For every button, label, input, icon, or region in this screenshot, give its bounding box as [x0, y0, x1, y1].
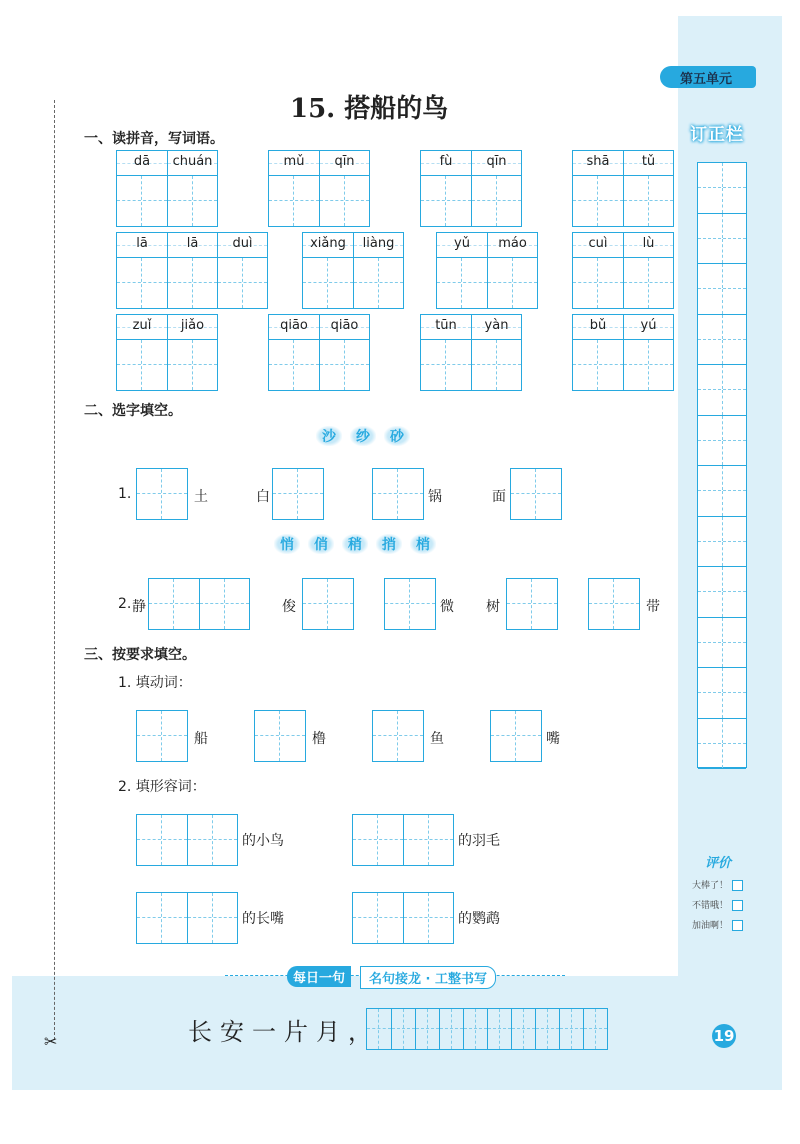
writing-cell[interactable] — [623, 340, 673, 390]
word-char: 静 — [132, 599, 146, 615]
writing-cell[interactable] — [507, 579, 557, 629]
writing-cell[interactable] — [167, 340, 217, 390]
pinyin-word-group[interactable] — [436, 232, 538, 309]
char-row[interactable] — [573, 176, 673, 226]
correction-cell[interactable] — [698, 289, 746, 314]
writing-cell[interactable] — [269, 340, 319, 390]
pinyin-cell — [573, 315, 623, 339]
writing-cell[interactable] — [573, 340, 623, 390]
question-number: 2. — [118, 596, 132, 612]
correction-cell[interactable] — [698, 744, 746, 769]
checkbox[interactable] — [732, 900, 743, 911]
answer-grid[interactable] — [254, 710, 306, 762]
writing-cell[interactable] — [373, 711, 423, 761]
correction-cell[interactable] — [698, 693, 746, 718]
correction-cell[interactable] — [698, 264, 746, 289]
writing-cell[interactable] — [511, 469, 561, 519]
writing-cell[interactable] — [117, 176, 167, 226]
phrase-suffix: 的长嘴 — [242, 911, 284, 927]
pinyin-word-group[interactable] — [268, 150, 370, 227]
pinyin-cell — [437, 233, 487, 257]
word-char: 微 — [440, 599, 454, 615]
writing-cell[interactable] — [117, 258, 167, 308]
daily-subtitle: 名句接龙 · 工整书写 — [360, 966, 496, 989]
writing-cell[interactable] — [303, 258, 353, 308]
writing-cell[interactable] — [167, 176, 217, 226]
phrase-suffix: 的鹦鹉 — [458, 911, 500, 927]
pinyin-text: cuì — [588, 236, 608, 251]
writing-cell[interactable] — [589, 579, 639, 629]
writing-cell[interactable] — [167, 258, 217, 308]
pinyin-text: lā — [186, 236, 199, 251]
option-char: 稍 — [342, 534, 368, 554]
option-char: 捎 — [376, 534, 402, 554]
pinyin-text: qīn — [334, 154, 355, 169]
char-row[interactable] — [437, 258, 537, 308]
answer-grid[interactable] — [490, 710, 542, 762]
writing-cell[interactable] — [583, 1009, 607, 1049]
unit-label: 第五单元 — [680, 72, 733, 87]
correction-cell[interactable] — [698, 163, 746, 188]
eval-item-great[interactable] — [692, 878, 743, 891]
options-row-1 — [316, 426, 418, 446]
word-char: 俊 — [282, 599, 296, 615]
pinyin-cell — [217, 233, 267, 257]
writing-cell[interactable] — [319, 340, 369, 390]
correction-cell[interactable] — [698, 719, 746, 744]
pinyin-word-group[interactable] — [572, 232, 674, 309]
pinyin-cell — [471, 151, 521, 175]
section-heading-1: 一、读拼音，写词语。 — [84, 131, 224, 147]
verse-writing-grid[interactable] — [366, 1008, 608, 1050]
pinyin-text: yàn — [484, 318, 509, 333]
correction-cell[interactable] — [698, 441, 746, 466]
correction-cell[interactable] — [698, 188, 746, 213]
pinyin-cell — [117, 233, 167, 257]
word-char: 船 — [194, 731, 208, 747]
word-char: 鱼 — [430, 731, 444, 747]
word-char: 锅 — [428, 489, 442, 505]
pinyin-cell — [573, 233, 623, 257]
option-char: 沙 — [316, 426, 342, 446]
correction-cell[interactable] — [698, 390, 746, 415]
cut-line — [54, 100, 55, 1040]
word-char: 橹 — [312, 731, 326, 747]
pinyin-cell — [319, 151, 369, 175]
char-row[interactable] — [269, 340, 369, 390]
pinyin-text: zuǐ — [132, 318, 152, 333]
writing-cell[interactable] — [403, 815, 453, 865]
answer-grid[interactable] — [148, 578, 250, 630]
pinyin-row — [573, 151, 673, 176]
writing-cell[interactable] — [217, 258, 267, 308]
word-char: 带 — [646, 599, 660, 615]
answer-grid[interactable] — [506, 578, 558, 630]
pinyin-word-group[interactable] — [302, 232, 404, 309]
writing-cell[interactable] — [421, 176, 471, 226]
writing-cell[interactable] — [353, 258, 403, 308]
pinyin-cell — [471, 315, 521, 339]
page-title: 15. 搭船的鸟 — [290, 94, 449, 124]
writing-cell[interactable] — [199, 579, 249, 629]
writing-cell[interactable] — [187, 815, 237, 865]
pinyin-cell — [167, 315, 217, 339]
correction-title: 订正栏 — [690, 125, 744, 145]
word-char: 白 — [256, 489, 270, 505]
pinyin-word-group[interactable] — [420, 150, 522, 227]
writing-cell[interactable] — [187, 893, 237, 943]
correction-cell[interactable] — [698, 567, 746, 592]
checkbox[interactable] — [732, 920, 743, 931]
writing-cell[interactable] — [415, 1009, 439, 1049]
writing-cell[interactable] — [255, 711, 305, 761]
correction-grid[interactable] — [697, 162, 747, 768]
writing-cell[interactable] — [137, 815, 187, 865]
writing-cell[interactable] — [319, 176, 369, 226]
correction-cell[interactable] — [698, 466, 746, 491]
char-row[interactable] — [269, 176, 369, 226]
writing-cell[interactable] — [137, 893, 187, 943]
writing-cell[interactable] — [137, 469, 187, 519]
eval-label: 不错哦！ — [692, 901, 729, 911]
answer-grid[interactable] — [352, 892, 454, 944]
daily-label: 每日一句 — [287, 966, 351, 987]
pinyin-text: tǔ — [641, 154, 656, 169]
section-heading-2: 二、选字填空。 — [84, 403, 182, 419]
answer-grid[interactable] — [372, 468, 424, 520]
pinyin-word-group[interactable] — [268, 314, 370, 391]
pinyin-row — [117, 151, 217, 176]
eval-item-keep-going[interactable] — [692, 918, 743, 931]
pinyin-row — [269, 151, 369, 176]
pinyin-cell — [573, 151, 623, 175]
pinyin-cell — [487, 233, 537, 257]
answer-grid[interactable] — [136, 892, 238, 944]
answer-grid[interactable] — [588, 578, 640, 630]
pinyin-cell — [269, 151, 319, 175]
unit-tab — [660, 66, 756, 88]
subheading: 1. 填动词： — [118, 675, 192, 691]
writing-cell[interactable] — [421, 340, 471, 390]
pinyin-text: liàng — [362, 236, 395, 251]
pinyin-word-group[interactable] — [116, 232, 268, 309]
phrase-suffix: 的小鸟 — [242, 833, 284, 849]
pinyin-cell — [117, 315, 167, 339]
pinyin-row — [573, 233, 673, 258]
pinyin-cell — [167, 233, 217, 257]
pinyin-text: duì — [232, 236, 253, 251]
correction-cell[interactable] — [698, 643, 746, 668]
section-heading-3: 三、按要求填空。 — [84, 647, 196, 663]
pinyin-text: qīn — [486, 154, 507, 169]
option-char: 砂 — [384, 426, 410, 446]
writing-cell[interactable] — [559, 1009, 583, 1049]
question-number: 1. — [118, 486, 132, 502]
writing-cell[interactable] — [303, 579, 353, 629]
phrase-suffix: 的羽毛 — [458, 833, 500, 849]
writing-cell[interactable] — [535, 1009, 559, 1049]
correction-cell[interactable] — [698, 315, 746, 340]
pinyin-row — [269, 315, 369, 340]
pinyin-text: chuán — [172, 154, 213, 169]
pinyin-word-group[interactable] — [420, 314, 522, 391]
answer-grid[interactable] — [272, 468, 324, 520]
pinyin-text: tūn — [435, 318, 457, 333]
pinyin-text: yǔ — [454, 236, 470, 251]
pinyin-cell — [623, 151, 673, 175]
answer-grid[interactable] — [510, 468, 562, 520]
pinyin-row — [421, 151, 521, 176]
eval-label: 加油啊！ — [692, 921, 729, 931]
writing-cell[interactable] — [487, 258, 537, 308]
pinyin-cell — [623, 315, 673, 339]
pinyin-text: máo — [498, 236, 527, 251]
writing-cell[interactable] — [391, 1009, 415, 1049]
pinyin-text: jiǎo — [180, 318, 205, 333]
correction-cell[interactable] — [698, 592, 746, 617]
writing-cell[interactable] — [117, 340, 167, 390]
correction-cell[interactable] — [698, 517, 746, 542]
pinyin-text: xiǎng — [310, 236, 346, 251]
pinyin-cell — [167, 151, 217, 175]
correction-cell[interactable] — [698, 618, 746, 643]
subheading: 2. 填形容词： — [118, 779, 206, 795]
pinyin-text: dā — [133, 154, 151, 169]
writing-cell[interactable] — [385, 579, 435, 629]
char-row[interactable] — [573, 340, 673, 390]
writing-cell[interactable] — [487, 1009, 511, 1049]
char-row[interactable] — [573, 258, 673, 308]
correction-cell[interactable] — [698, 491, 746, 516]
writing-cell[interactable] — [573, 258, 623, 308]
pinyin-text: qiāo — [330, 318, 359, 333]
writing-cell[interactable] — [353, 815, 403, 865]
pinyin-cell — [421, 315, 471, 339]
checkbox[interactable] — [732, 880, 743, 891]
correction-cell[interactable] — [698, 340, 746, 365]
pinyin-text: qiāo — [280, 318, 308, 333]
char-row[interactable] — [117, 258, 267, 308]
option-char: 悄 — [274, 534, 300, 554]
pinyin-row — [421, 315, 521, 340]
writing-cell[interactable] — [373, 469, 423, 519]
char-row[interactable] — [117, 176, 217, 226]
pinyin-cell — [421, 151, 471, 175]
correction-cell[interactable] — [698, 365, 746, 390]
writing-cell[interactable] — [149, 579, 199, 629]
writing-cell[interactable] — [273, 469, 323, 519]
answer-grid[interactable] — [136, 710, 188, 762]
word-char: 树 — [486, 599, 500, 615]
verse-text: 长安一片月， — [188, 1018, 380, 1046]
option-char: 梢 — [410, 534, 436, 554]
answer-grid[interactable] — [352, 814, 454, 866]
writing-cell[interactable] — [403, 893, 453, 943]
writing-cell[interactable] — [491, 711, 541, 761]
eval-label: 大棒了！ — [692, 881, 729, 891]
pinyin-word-group[interactable] — [572, 314, 674, 391]
correction-cell[interactable] — [698, 668, 746, 693]
pinyin-row — [437, 233, 537, 258]
pinyin-word-group[interactable] — [116, 150, 218, 227]
writing-cell[interactable] — [471, 340, 521, 390]
word-char: 面 — [492, 489, 506, 505]
writing-cell[interactable] — [437, 258, 487, 308]
eval-item-good[interactable] — [692, 898, 743, 911]
evaluation-title: 评价 — [705, 856, 732, 871]
writing-cell[interactable] — [367, 1009, 391, 1049]
pinyin-cell — [117, 151, 167, 175]
writing-cell[interactable] — [269, 176, 319, 226]
pinyin-word-group[interactable] — [116, 314, 218, 391]
answer-grid[interactable] — [384, 578, 436, 630]
pinyin-cell — [303, 233, 353, 257]
answer-grid[interactable] — [302, 578, 354, 630]
char-row[interactable] — [303, 258, 403, 308]
writing-cell[interactable] — [137, 711, 187, 761]
pinyin-text: lā — [136, 236, 148, 251]
pinyin-text: bǔ — [589, 318, 607, 333]
option-char: 俏 — [308, 534, 334, 554]
pinyin-row — [117, 233, 267, 258]
writing-cell[interactable] — [463, 1009, 487, 1049]
pinyin-cell — [269, 315, 319, 339]
writing-cell[interactable] — [573, 176, 623, 226]
writing-cell[interactable] — [471, 176, 521, 226]
pinyin-text: yú — [640, 318, 657, 333]
option-char: 纱 — [350, 426, 376, 446]
writing-cell[interactable] — [353, 893, 403, 943]
writing-cell[interactable] — [623, 176, 673, 226]
pinyin-cell — [319, 315, 369, 339]
pinyin-cell — [623, 233, 673, 257]
pinyin-text: fù — [439, 154, 453, 169]
correction-cell[interactable] — [698, 416, 746, 441]
pinyin-text: shā — [586, 154, 610, 169]
word-char: 嘴 — [546, 731, 560, 747]
char-row[interactable] — [421, 340, 521, 390]
scissors-icon: ✂ — [44, 1032, 58, 1051]
char-row[interactable] — [117, 340, 217, 390]
pinyin-text: mǔ — [283, 154, 305, 169]
options-row-2 — [274, 534, 444, 554]
pinyin-text: lù — [642, 236, 655, 251]
correction-cell[interactable] — [698, 239, 746, 264]
answer-grid[interactable] — [136, 814, 238, 866]
correction-cell[interactable] — [698, 214, 746, 239]
correction-cell[interactable] — [698, 542, 746, 567]
answer-grid[interactable] — [136, 468, 188, 520]
writing-cell[interactable] — [511, 1009, 535, 1049]
char-row[interactable] — [421, 176, 521, 226]
pinyin-cell — [353, 233, 403, 257]
writing-cell[interactable] — [623, 258, 673, 308]
writing-cell[interactable] — [439, 1009, 463, 1049]
pinyin-row — [573, 315, 673, 340]
pinyin-word-group[interactable] — [572, 150, 674, 227]
pinyin-row — [303, 233, 403, 258]
answer-grid[interactable] — [372, 710, 424, 762]
word-char: 土 — [194, 489, 208, 505]
pinyin-row — [117, 315, 217, 340]
page-number: 19 — [712, 1024, 736, 1048]
